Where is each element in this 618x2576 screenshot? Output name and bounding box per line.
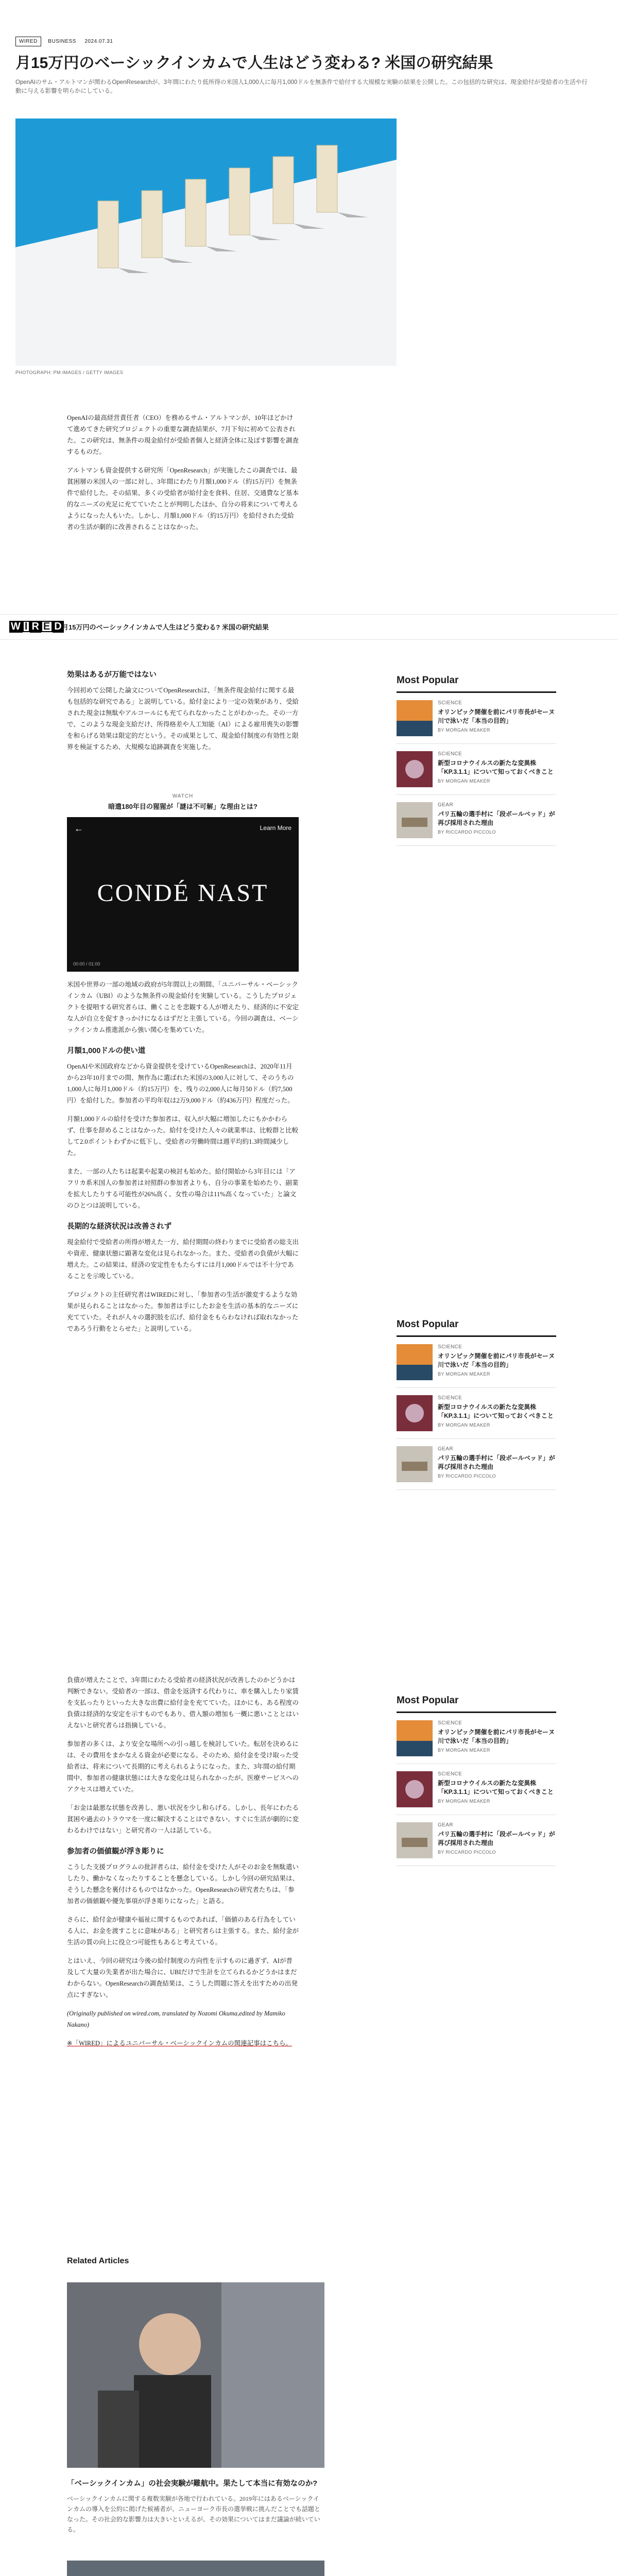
related-title[interactable]: 「ベーシックインカム」の社会実験が難航中。果たして本当に有効なのか? [67,2480,318,2488]
body-paragraph: 現金給付で受給者の所得が増えた一方、給付期間の終わりまでに受給者の総支出や資産、健康状態に顕著な変化は見られなかった。また、受給者の負債が大幅に増えた。この結果は、経済の安定性をもたらすには月1,000ドルでは不十分であることを示唆している。 [67,1239,299,1280]
video-title: 暗遣180年目の猩猩が「謎は不可解」な理由とは? [108,803,258,810]
thumbnail-icon [397,1446,433,1482]
list-item[interactable]: GEAR パリ五輪の選手村に「段ボールベッド」が再び採用された理由 BY RICCARDO PICCOLO [397,795,556,846]
list-item[interactable]: SCIENCE 新型コロナウイルスの新たな変異株「KP.3.1.1」について知っておくべきこと BY MORGAN MEAKER [397,1388,556,1439]
article-tags [15,36,117,46]
learn-more-link[interactable]: Learn More [260,824,291,832]
body-paragraph: 「お金は最悪な状態を改善し、悪い状況を少し和らげる。しかし、長年にわたる貧困や過去のトラウマを一度に解決することはできない。すぐに生活が劇的に変わるわけではない」と研究者の一人は話している。 [67,1804,299,1834]
list-item[interactable]: SCIENCE オリンピック開催を前にパリ市長がセーヌ川で泳いだ「本当の目的」 BY MORGAN MEAKER [397,1713,556,1764]
related-heading: Related Articles [67,2257,129,2265]
section-3 [67,1674,299,2056]
page-title: 月15万円のベーシックインカムで人生はどう変わる? 米国の研究結果 [15,55,493,72]
tag-date: 2024.07.31 [84,39,113,44]
photo-credit: PHOTOGRAPH: PM IMAGES / GETTY IMAGES [15,370,124,375]
related-image [67,2561,324,2576]
list-item[interactable]: SCIENCE 新型コロナウイルスの新たな変異株「KP.3.1.1」について知っておくべきこと BY MORGAN MEAKER [397,1764,556,1815]
intro-paragraph: アルトマンも資金提供する研究所「OpenResearch」が実施したこの調査では、最貧困層の米国人の一部に対し、3年間にわたり月額1,000ドル（約15万円）を無条件で給付した。その結果、多くの受給者が給付金を食料、住居、交通費など基本的なニーズの充足に充てていたことが判明したほか、自分の将来について考えるようになった人もいた。しかし、月額1,000ドル（約15万円）を給付された受給者の生活が劇的に改善されることはなかった。 [67,467,299,531]
body-paragraph: また、一部の人たちは起業や起業の検討も始めた。給付開始から3年目には「アフリカ系米国人の参加者は対照群の参加者よりも、自分の事業を始めたり、副業を拡大したりする可能性が26%高く、女性の場合は11%高くなっていた」と論文のひとつは説明している。 [67,1168,299,1209]
list-item[interactable]: GEAR パリ五輪の選手村に「段ボールベッド」が再び採用された理由 BY RICCARDO PICCOLO [397,1815,556,1866]
thumbnail-icon [397,1822,433,1858]
section-1 [67,659,299,760]
thumbnail-icon [397,802,433,838]
tag-business[interactable]: BUSINESS [48,39,76,44]
video-player[interactable] [67,817,299,972]
section-heading: 長期的な経済状況は改善されず [67,1223,171,1231]
hero-image [15,118,397,366]
list-item[interactable]: GEAR パリ五輪の選手村に「段ボールベッド」が再び採用された理由 BY RICCARDO PICCOLO [397,1439,556,1490]
intro-body [67,412,299,540]
most-popular-heading: Most Popular [397,1695,556,1713]
body-paragraph: 月額1,000ドルの給付を受けた参加者は、収入が大幅に増加したにもかかわらず、仕事を辞めることはなかった。給付を受けた人々の就業率は、比較群と比較して2.0ポイントわずかに低下し、受給者の労働時間は週平均約1.3時間減少した。 [67,1115,299,1157]
back-arrow-icon[interactable]: ← [74,823,83,834]
most-popular [397,675,556,846]
list-item[interactable]: SCIENCE 新型コロナウイルスの新たな変異株「KP.3.1.1」について知っておくべきこと BY MORGAN MEAKER [397,744,556,795]
related-image [67,2282,324,2468]
body-paragraph: 今回初めて公開した論文についてOpenResearchは、「無条件現金給付に関する最も包括的な研究である」と説明している。給付金により一定の効果があり、受給された現金は無駄やアルコールにも充てられなかったことがわかった。その一方で、このような現金支給だけ、所得格差や人工知能（AI）による雇用喪失の影響を和らげる効果は限定的だという。その成果として、現金給付制度の有効性と限界を検証するため、大規模な追跡調査を実施した。 [67,687,299,751]
most-popular [397,1695,556,1866]
section-heading: 効果はあるが万能ではない [67,671,157,679]
related-card[interactable] [67,2561,324,2576]
video-label: WATCH [172,793,194,799]
most-popular [397,1319,556,1490]
thumbnail-icon [397,1395,433,1431]
section-2 [67,979,299,1342]
related-link[interactable]: ※「WIRED」によるユニバーサル・ベーシックインカムの関連記事はこちら。 [67,2040,293,2047]
article-dek: OpenAIのサム・アルトマンが関わるOpenResearchが、3年間にわたり低所得の米国人1,000人に毎月1,000ドルを無条件で給付する大規模な実験の結果を公開した。この包括的な研究は、現金給付が受給者の生活や行動に与える影響を明らかにしている。 [15,79,588,94]
video-timecode: 00:00 / 01:00 [73,961,100,967]
related-summary: ベーシックインカムに関する複数実験が各地で行われている。2019年にはあるベーシックインカムの導入を公約に掲げた候補者が、ニューヨーク市長の選挙戦に挑んだことでも話題となった。その社会的な影響力は大きいといえるが、その効果についてはまだ議論が続いている。 [67,2495,321,2533]
body-paragraph: とはいえ、今回の研究は今後の給付制度の方向性を示すものに過ぎず、AIが普及して大量の失業者が出た場合に、UBIだけで生計を立てられるかどうかはまだわからない。OpenResearchの調査結果は、こうした問題に答えを出すための出発点にすぎない。 [67,1957,298,1998]
wired-logo[interactable]: W I R E D [9,621,64,633]
most-popular-heading: Most Popular [397,1319,556,1337]
original-credit: (Originally published on wired.com, translated by Nozomi Okuma,edited by Mamiko Nakano) [67,2010,285,2028]
body-paragraph: プロジェクトの主任研究者はWIREDに対し、「参加者の生活が激変するような効果が見られることはなかった。参加者は手にしたお金を生活の基本的なニーズに充てていた。それが人々の選択肢を広げ、給付金をもらわなければ取れなかったであろう行動をとらせた」と説明している。 [67,1291,299,1332]
tag-wired[interactable]: WIRED [15,37,41,46]
list-item[interactable]: SCIENCE オリンピック開催を前にパリ市長がセーヌ川で泳いだ「本当の目的」 BY MORGAN MEAKER [397,693,556,744]
body-paragraph: さらに、給付金が健康や福祉に関するものであれば、「価値のある行為をしている人に、お金を渡すことに意味がある」と研究者らは主張する。また、給付金が生活の質の向上に役立つ可能性もあると考えている。 [67,1916,299,1946]
intro-paragraph: OpenAIの最高経営責任者（CEO）を務めるサム・アルトマンが、10年ほどかけて進めてきた研究プロジェクトの重要な調査結果が、7月下旬に初めて公表された。この研究は、無条件の現金給付が受給者個人と経済全体に及ぼす影響を調査するものだ。 [67,414,299,455]
thumbnail-icon [397,1720,433,1756]
body-paragraph: OpenAIや米国政府などから資金提供を受けているOpenResearchは、2020年11月から23年10月までの間、無作為に選ばれた米国の3,000人に対して、そのうちの1,000人に毎月1,000ドル（約15万円）を、残りの2,000人に毎月50ドル（約7,500円）を給付した。参加者の平均年収は2万9,000ドル（約436万円）程度だった。 [67,1063,294,1104]
sticky-title: 月15万円のベーシックインカムで人生はどう変わる? 米国の研究結果 [62,623,269,631]
section-heading: 参加者の価値観が浮き彫りに [67,1848,164,1856]
list-item[interactable]: SCIENCE オリンピック開催を前にパリ市長がセーヌ川で泳いだ「本当の目的」 BY MORGAN MEAKER [397,1337,556,1388]
thumbnail-icon [397,1771,433,1807]
thumbnail-icon [397,751,433,787]
body-paragraph: 負債が増えたことで、3年間にわたる受給者の経済状況が改善したのかどうかは判断できない。受給者の一部は、借金を返済する代わりに、車を購入したり家賃を支払ったりといった大きな出費に給付金を充てていた。ほかにも、ある程度の負債は経済的な安定を示すものでもあり、借入額の増加も一概に悪いこととはいえないと研究者らは指摘している。 [67,1676,299,1729]
section-heading: 月額1,000ドルの使い道 [67,1047,146,1055]
body-paragraph: こうした支援プログラムの批評者らは、給付金を受けた人がそのお金を無駄遣いしたり、働かなくなったりすることを懸念している。しかし今回の研究結果は、そうした懸念を裏付けるものではなかった。OpenResearchの研究者たちは、「参加者の価値観や優先事項が浮き彫りになった」と語る。 [67,1863,299,1905]
thumbnail-icon [397,1344,433,1380]
thumbnail-icon [397,700,433,736]
sticky-header [0,614,618,640]
body-paragraph: 参加者の多くは、より安全な場所への引っ越しを検討していた。転居を決めるには、その費用をまかなえる資金が必要になる。そのため、給付金を受け取った受給者は、将来について長期的に考えられるようになった。また、3年間の給付期間中、参加者の健康状態には大きな変化は見られなかったが、医療サービスへのアクセスは増えていた。 [67,1740,299,1793]
related-card[interactable] [67,2282,324,2535]
video-module [67,793,299,972]
body-paragraph: 米国や世界の一部の地域の政府が5年間以上の期間、「ユニバーサル・ベーシックインカム（UBI）のような無条件の現金給付を実験している。こうしたプロジェクトを提唱する研究者らは、働くことを悲観する人が増えたり、経済的に不安定な人が自立を促すきっかけになるはずだと主張している。今回の調査は、ベーシックインカム推進派から強い関心を集めていた。 [67,981,299,1033]
most-popular-heading: Most Popular [397,675,556,693]
brand-wordmark: CONDÉ NAST [97,879,269,907]
